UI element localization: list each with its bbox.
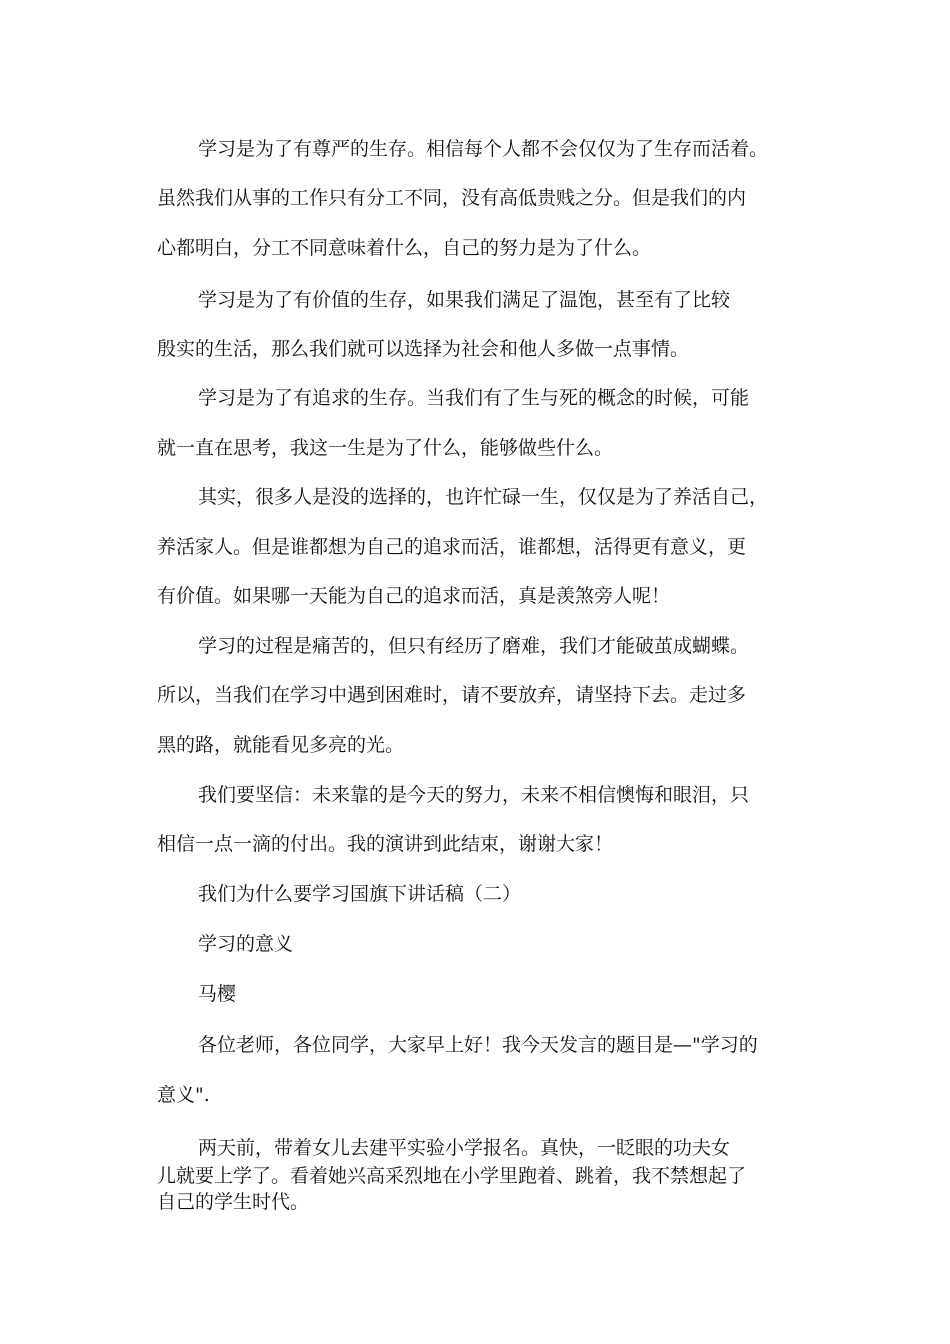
paragraph-2-line-1: 学习是为了有价值的生存，如果我们满足了温饱，甚至有了比较 [198, 289, 731, 311]
speech-title: 学习的意义 [198, 933, 294, 955]
paragraph-3-line-1: 学习是为了有追求的生存。当我们有了生与死的概念的时候，可能 [198, 387, 750, 409]
section-title: 我们为什么要学习国旗下讲话稿（二） [198, 883, 522, 905]
paragraph-7-line-1: 各位老师，各位同学，大家早上好！我今天发言的题目是—"学习的 [198, 1034, 758, 1056]
paragraph-1-line-1: 学习是为了有尊严的生存。相信每个人都不会仅仅为了生存而活着。 [198, 138, 769, 160]
paragraph-4-line-2: 养活家人。但是谁都想为自己的追求而活，谁都想，活得更有意义，更 [157, 536, 747, 558]
paragraph-2-line-2: 殷实的生活，那么我们就可以选择为社会和他人多做一点事情。 [157, 338, 690, 360]
speaker-name: 马樱 [198, 983, 237, 1005]
paragraph-8-line-2: 儿就要上学了。看着她兴高采烈地在小学里跑着、跳着，我不禁想起了 [157, 1165, 747, 1187]
paragraph-8-line-3: 自己的学生时代。 [157, 1191, 310, 1213]
paragraph-5-line-2: 所以，当我们在学习中遇到困难时，请不要放弃，请坚持下去。走过多 [157, 684, 747, 706]
paragraph-1-line-3: 心都明白，分工不同意味着什么，自己的努力是为了什么。 [157, 237, 652, 259]
paragraph-4-line-1: 其实，很多人是没的选择的，也许忙碌一生，仅仅是为了养活自己， [198, 486, 769, 508]
paragraph-4-line-3: 有价值。如果哪一天能为自己的追求而活，真是羡煞旁人呢！ [157, 585, 671, 607]
paragraph-1-line-2: 虽然我们从事的工作只有分工不同，没有高低贵贱之分。但是我们的内 [157, 187, 747, 209]
paragraph-6-line-2: 相信一点一滴的付出。我的演讲到此结束，谢谢大家！ [157, 833, 614, 855]
paragraph-7-line-2: 意义". [157, 1084, 210, 1106]
paragraph-6-line-1: 我们要坚信：未来靠的是今天的努力，未来不相信懊悔和眼泪，只 [198, 784, 750, 806]
paragraph-5-line-3: 黑的路，就能看见多亮的光。 [157, 734, 405, 756]
paragraph-3-line-2: 就一直在思考，我这一生是为了什么，能够做些什么。 [157, 437, 614, 459]
paragraph-5-line-1: 学习的过程是痛苦的，但只有经历了磨难，我们才能破茧成蝴蝶。 [198, 635, 750, 657]
paragraph-8-line-1: 两天前，带着女儿去建平实验小学报名。真快，一眨眼的功夫女 [198, 1137, 731, 1159]
